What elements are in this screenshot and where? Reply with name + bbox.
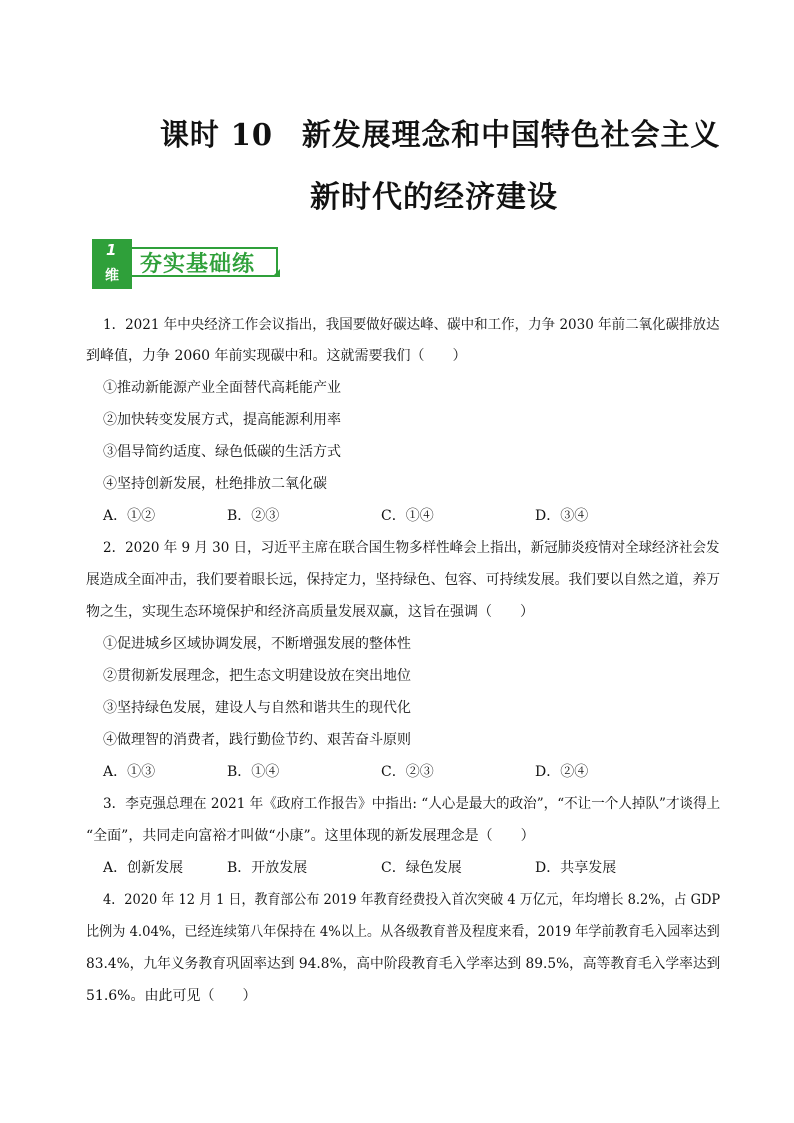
question-1-option-a: A．①②	[103, 508, 156, 524]
section-title: 夯实基础练	[140, 252, 256, 277]
question-1-statement-1: ①推动新能源产业全面替代高耗能产业	[103, 380, 341, 396]
question-2-option-b: B．①④	[227, 764, 280, 780]
question-2-option-c: C．②③	[381, 764, 434, 780]
question-2-statement-3: ③坚持绿色发展，建设人与自然和谐共生的现代化	[103, 700, 411, 716]
question-2-option-a: A．①③	[103, 764, 156, 780]
question-3-option-b: B．开放发展	[227, 860, 308, 876]
section-unit: 维	[105, 268, 119, 284]
question-3-line-1: 3．李克强总理在 2021 年《政府工作报告》中指出: “人心是最大的政治”，“不让一个人掉队”才谈得上	[103, 796, 721, 812]
question-3-line-2: “全面”，共同走向富裕才叫做“小康”。这里体现的新发展理念是（ ）	[86, 828, 535, 844]
question-1-statement-2: ②加快转变发展方式，提高能源利用率	[103, 412, 341, 428]
question-1-option-b: B．②③	[227, 508, 280, 524]
question-3-option-a: A．创新发展	[103, 860, 184, 876]
question-1-line-1: 1．2021 年中央经济工作会议指出，我国要做好碳达峰、碳中和工作，力争 2030 年前二氧化碳排放达	[103, 317, 720, 333]
question-4-line-1: 4．2020 年 12 月 1 日，教育部公布 2019 年教育经费投入首次突破 4 万亿元，年均增长 8.2%，占 GDP	[103, 892, 721, 908]
lesson-title: 新发展理念和中国特色社会主义	[301, 118, 721, 153]
question-4-line-4: 51.6%。由此可见（ ）	[86, 988, 257, 1004]
question-4-line-2: 比例为 4.04%，已经连续第八年保持在 4%以上。从各级教育普及程度来看，2019 年学前教育毛入园率达到	[86, 924, 720, 940]
question-2-line-2: 展造成全面冲击，我们要着眼长远，保持定力，坚持绿色、包容、可持续发展。我们要以自然之道，养万	[86, 572, 721, 588]
question-1-line-2: 到峰值，力争 2060 年前实现碳中和。这就需要我们（ ）	[86, 348, 467, 364]
section-number: 1	[106, 241, 117, 259]
question-4-line-3: 83.4%，九年义务教育巩固率达到 94.8%，高中阶段教育毛入学率达到 89.5%，高等教育毛入学率达到	[86, 956, 721, 972]
question-1-option-c: C．①④	[381, 508, 434, 524]
question-1-statement-4: ④坚持创新发展，杜绝排放二氧化碳	[103, 476, 327, 492]
question-2-statement-2: ②贯彻新发展理念，把生态文明建设放在突出地位	[103, 668, 411, 684]
question-2-option-d: D．②④	[535, 764, 589, 780]
question-2-statement-1: ①促进城乡区域协调发展，不断增强发展的整体性	[103, 636, 411, 652]
lesson-number: 课时 10	[160, 118, 273, 153]
question-2-line-1: 2．2020 年 9 月 30 日，习近平主席在联合国生物多样性峰会上指出，新冠肺炎疫情对全球经济社会发	[103, 540, 720, 556]
question-1-option-d: D．③④	[535, 508, 589, 524]
question-1-statement-3: ③倡导简约适度、绿色低碳的生活方式	[103, 444, 341, 460]
question-3-option-d: D．共享发展	[535, 860, 617, 876]
question-2-statement-4: ④做理智的消费者，践行勤俭节约、艰苦奋斗原则	[103, 732, 411, 748]
section-badge-corner	[272, 269, 280, 277]
page-title-line-2: 新时代的经济建设	[310, 180, 558, 215]
page-title-line-1	[160, 110, 720, 154]
section-badge	[92, 239, 288, 289]
question-2-line-3: 物之生，实现生态环境保护和经济高质量发展双赢，这旨在强调（ ）	[86, 604, 534, 620]
question-3-option-c: C．绿色发展	[381, 860, 462, 876]
